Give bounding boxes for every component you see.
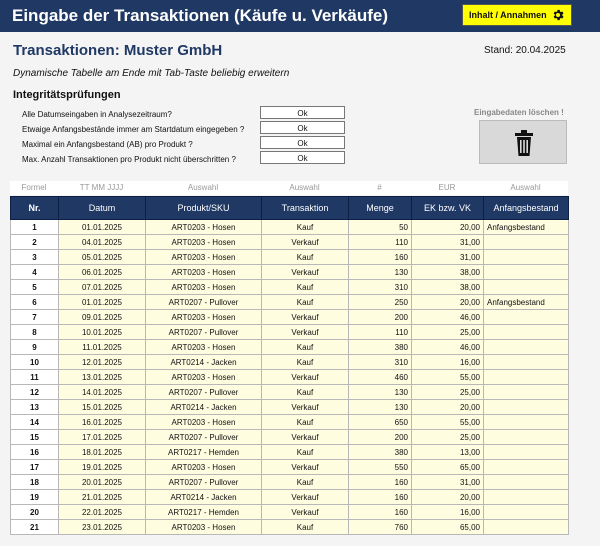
column-header-date: Datum <box>59 197 146 220</box>
table-row <box>11 265 569 280</box>
opening-stock-cell[interactable] <box>484 475 569 490</box>
row-number-cell: 8 <box>11 325 59 340</box>
transaction-cell[interactable]: Verkauf <box>262 460 349 475</box>
date-cell[interactable]: 07.01.2025 <box>59 280 146 295</box>
transaction-cell[interactable]: Verkauf <box>262 325 349 340</box>
row-number-cell: 20 <box>11 505 59 520</box>
stand-date: Stand: 20.04.2025 <box>484 45 566 56</box>
opening-stock-cell[interactable] <box>484 325 569 340</box>
product-cell[interactable]: ART0203 - Hosen <box>146 265 262 280</box>
transaction-cell[interactable]: Kauf <box>262 280 349 295</box>
row-number-cell: 15 <box>11 430 59 445</box>
quantity-cell[interactable]: 110 <box>349 235 412 250</box>
quantity-cell[interactable]: 160 <box>349 490 412 505</box>
price-cell[interactable]: 55,00 <box>412 415 484 430</box>
table-row <box>11 505 569 520</box>
row-number-cell: 16 <box>11 445 59 460</box>
table-header-row <box>11 197 569 220</box>
table-row <box>11 310 569 325</box>
opening-stock-cell[interactable] <box>484 280 569 295</box>
product-cell[interactable]: ART0217 - Hemden <box>146 505 262 520</box>
product-cell[interactable]: ART0207 - Pullover <box>146 430 262 445</box>
product-cell[interactable]: ART0203 - Hosen <box>146 220 262 235</box>
price-cell[interactable]: 16,00 <box>412 355 484 370</box>
product-cell[interactable]: ART0203 - Hosen <box>146 310 262 325</box>
quantity-cell[interactable]: 460 <box>349 370 412 385</box>
title-bar <box>0 0 600 32</box>
transaction-cell[interactable]: Verkauf <box>262 265 349 280</box>
quantity-cell[interactable]: 130 <box>349 385 412 400</box>
product-cell[interactable]: ART0203 - Hosen <box>146 235 262 250</box>
opening-stock-cell[interactable] <box>484 370 569 385</box>
transactions-table <box>10 196 569 535</box>
row-number-cell: 3 <box>11 250 59 265</box>
opening-stock-cell[interactable] <box>484 430 569 445</box>
product-cell[interactable]: ART0203 - Hosen <box>146 280 262 295</box>
column-header-quantity: Menge <box>349 197 412 220</box>
row-number-cell: 9 <box>11 340 59 355</box>
product-cell[interactable]: ART0207 - Pullover <box>146 385 262 400</box>
delete-data-label: Eingabedaten löschen ! <box>474 108 564 117</box>
table-row <box>11 460 569 475</box>
table-row <box>11 430 569 445</box>
product-cell[interactable]: ART0203 - Hosen <box>146 415 262 430</box>
transaction-cell[interactable]: Kauf <box>262 385 349 400</box>
check-label-one-ab: Maximal ein Anfangsbestand (AB) pro Produkt ? <box>22 140 193 149</box>
table-row <box>11 250 569 265</box>
integrity-title: Integritätsprüfungen <box>13 89 121 101</box>
date-cell[interactable]: 01.01.2025 <box>59 220 146 235</box>
opening-stock-cell[interactable] <box>484 235 569 250</box>
opening-stock-cell[interactable] <box>484 355 569 370</box>
price-cell[interactable]: 65,00 <box>412 520 484 535</box>
row-number-cell: 12 <box>11 385 59 400</box>
transaction-cell[interactable]: Verkauf <box>262 310 349 325</box>
table-row <box>11 325 569 340</box>
quantity-cell[interactable]: 160 <box>349 475 412 490</box>
quantity-cell[interactable]: 160 <box>349 250 412 265</box>
date-cell[interactable]: 13.01.2025 <box>59 370 146 385</box>
transaction-cell[interactable]: Kauf <box>262 295 349 310</box>
price-cell[interactable]: 65,00 <box>412 460 484 475</box>
transaction-cell[interactable]: Verkauf <box>262 505 349 520</box>
column-header-nr: Nr. <box>11 197 59 220</box>
table-row <box>11 400 569 415</box>
row-number-cell: 18 <box>11 475 59 490</box>
trash-icon <box>514 129 534 157</box>
row-number-cell: 19 <box>11 490 59 505</box>
transaction-cell[interactable]: Kauf <box>262 415 349 430</box>
transaction-cell[interactable]: Verkauf <box>262 235 349 250</box>
opening-stock-cell[interactable] <box>484 310 569 325</box>
date-cell[interactable]: 06.01.2025 <box>59 265 146 280</box>
price-cell[interactable]: 20,00 <box>412 220 484 235</box>
format-hint: TT MM JJJJ <box>79 183 124 192</box>
price-cell[interactable]: 25,00 <box>412 430 484 445</box>
format-hint: EUR <box>438 183 456 192</box>
row-number-cell: 5 <box>11 280 59 295</box>
subtitle-hint: Dynamische Tabelle am Ende mit Tab-Taste beliebig erweitern <box>13 68 290 79</box>
product-cell[interactable]: ART0203 - Hosen <box>146 460 262 475</box>
column-header-price: EK bzw. VK <box>412 197 484 220</box>
date-cell[interactable]: 15.01.2025 <box>59 400 146 415</box>
opening-stock-cell[interactable] <box>484 400 569 415</box>
transaction-cell[interactable]: Kauf <box>262 475 349 490</box>
price-cell[interactable]: 31,00 <box>412 250 484 265</box>
date-cell[interactable]: 10.01.2025 <box>59 325 146 340</box>
quantity-cell[interactable]: 380 <box>349 445 412 460</box>
opening-stock-cell[interactable] <box>484 445 569 460</box>
opening-stock-cell[interactable] <box>484 250 569 265</box>
transaction-cell[interactable]: Kauf <box>262 340 349 355</box>
quantity-cell[interactable]: 200 <box>349 430 412 445</box>
date-cell[interactable]: 19.01.2025 <box>59 460 146 475</box>
date-cell[interactable]: 11.01.2025 <box>59 340 146 355</box>
transaction-cell[interactable]: Kauf <box>262 445 349 460</box>
quantity-cell[interactable]: 110 <box>349 325 412 340</box>
table-row <box>11 295 569 310</box>
quantity-cell[interactable]: 250 <box>349 295 412 310</box>
row-number-cell: 17 <box>11 460 59 475</box>
company-title: Transaktionen: Muster GmbH <box>13 42 223 59</box>
product-cell[interactable]: ART0214 - Jacken <box>146 355 262 370</box>
transaction-cell[interactable]: Kauf <box>262 250 349 265</box>
row-number-cell: 11 <box>11 370 59 385</box>
opening-stock-cell[interactable] <box>484 520 569 535</box>
row-number-cell: 6 <box>11 295 59 310</box>
date-cell[interactable]: 04.01.2025 <box>59 235 146 250</box>
table-row <box>11 415 569 430</box>
opening-stock-cell[interactable]: Anfangsbestand <box>484 295 569 310</box>
date-cell[interactable]: 14.01.2025 <box>59 385 146 400</box>
check-label-max-transactions: Max. Anzahl Transaktionen pro Produkt nicht überschritten ? <box>22 155 236 164</box>
table-row <box>11 370 569 385</box>
column-header-transaction: Transaktion <box>262 197 349 220</box>
format-hint: # <box>377 183 382 192</box>
quantity-cell[interactable]: 310 <box>349 280 412 295</box>
opening-stock-cell[interactable] <box>484 460 569 475</box>
row-number-cell: 2 <box>11 235 59 250</box>
opening-stock-cell[interactable] <box>484 490 569 505</box>
row-number-cell: 7 <box>11 310 59 325</box>
price-cell[interactable]: 16,00 <box>412 505 484 520</box>
check-label-opening-date: Etwaige Anfangsbestände immer am Startdatum eingegeben ? <box>22 125 245 134</box>
table-row <box>11 385 569 400</box>
date-cell[interactable]: 18.01.2025 <box>59 445 146 460</box>
product-cell[interactable]: ART0214 - Jacken <box>146 490 262 505</box>
price-cell[interactable]: 31,00 <box>412 235 484 250</box>
quantity-cell[interactable]: 130 <box>349 400 412 415</box>
price-cell[interactable]: 46,00 <box>412 340 484 355</box>
product-cell[interactable]: ART0203 - Hosen <box>146 370 262 385</box>
price-cell[interactable]: 25,00 <box>412 385 484 400</box>
table-row <box>11 280 569 295</box>
price-cell[interactable]: 20,00 <box>412 400 484 415</box>
check-value-dates: Ok <box>260 106 345 119</box>
check-value-one-ab: Ok <box>260 136 345 149</box>
date-cell[interactable]: 22.01.2025 <box>59 505 146 520</box>
table-row <box>11 490 569 505</box>
input-format-row <box>10 181 568 195</box>
opening-stock-cell[interactable] <box>484 340 569 355</box>
table-row <box>11 355 569 370</box>
transaction-cell[interactable]: Kauf <box>262 220 349 235</box>
transaction-cell[interactable]: Verkauf <box>262 400 349 415</box>
row-number-cell: 21 <box>11 520 59 535</box>
product-cell[interactable]: ART0217 - Hemden <box>146 445 262 460</box>
transaction-cell[interactable]: Verkauf <box>262 490 349 505</box>
price-cell[interactable]: 55,00 <box>412 370 484 385</box>
quantity-cell[interactable]: 310 <box>349 355 412 370</box>
table-row <box>11 520 569 535</box>
product-cell[interactable]: ART0214 - Jacken <box>146 400 262 415</box>
product-cell[interactable]: ART0207 - Pullover <box>146 295 262 310</box>
quantity-cell[interactable]: 160 <box>349 505 412 520</box>
row-number-cell: 14 <box>11 415 59 430</box>
transaction-cell[interactable]: Kauf <box>262 520 349 535</box>
price-cell[interactable]: 20,00 <box>412 295 484 310</box>
quantity-cell[interactable]: 760 <box>349 520 412 535</box>
price-cell[interactable]: 46,00 <box>412 310 484 325</box>
row-number-cell: 1 <box>11 220 59 235</box>
table-row <box>11 475 569 490</box>
quantity-cell[interactable]: 50 <box>349 220 412 235</box>
contents-assumptions-button[interactable] <box>462 4 572 26</box>
date-cell[interactable]: 16.01.2025 <box>59 415 146 430</box>
price-cell[interactable]: 25,00 <box>412 325 484 340</box>
format-hint: Auswahl <box>289 183 320 192</box>
date-cell[interactable]: 09.01.2025 <box>59 310 146 325</box>
check-value-opening-date: Ok <box>260 121 345 134</box>
table-row <box>11 220 569 235</box>
column-header-product: Produkt/SKU <box>146 197 262 220</box>
quantity-cell[interactable]: 380 <box>349 340 412 355</box>
date-cell[interactable]: 12.01.2025 <box>59 355 146 370</box>
price-cell[interactable]: 31,00 <box>412 475 484 490</box>
date-cell[interactable]: 01.01.2025 <box>59 295 146 310</box>
format-hint: Auswahl <box>510 183 541 192</box>
date-cell[interactable]: 17.01.2025 <box>59 430 146 445</box>
opening-stock-cell[interactable] <box>484 265 569 280</box>
date-cell[interactable]: 05.01.2025 <box>59 250 146 265</box>
quantity-cell[interactable]: 650 <box>349 415 412 430</box>
table-row <box>11 445 569 460</box>
opening-stock-cell[interactable] <box>484 415 569 430</box>
price-cell[interactable]: 38,00 <box>412 280 484 295</box>
table-row <box>11 235 569 250</box>
product-cell[interactable]: ART0207 - Pullover <box>146 325 262 340</box>
column-header-opening-stock: Anfangsbestand <box>484 197 569 220</box>
opening-stock-cell[interactable]: Anfangsbestand <box>484 220 569 235</box>
format-hint: Formel <box>21 183 47 192</box>
date-cell[interactable]: 21.01.2025 <box>59 490 146 505</box>
row-number-cell: 10 <box>11 355 59 370</box>
gear-icon <box>551 8 565 22</box>
product-cell[interactable]: ART0203 - Hosen <box>146 520 262 535</box>
transaction-cell[interactable]: Kauf <box>262 355 349 370</box>
delete-data-button[interactable] <box>479 120 567 164</box>
quantity-cell[interactable]: 550 <box>349 460 412 475</box>
opening-stock-cell[interactable] <box>484 505 569 520</box>
transaction-cell[interactable]: Verkauf <box>262 430 349 445</box>
transaction-cell[interactable]: Verkauf <box>262 370 349 385</box>
date-cell[interactable]: 23.01.2025 <box>59 520 146 535</box>
price-cell[interactable]: 13,00 <box>412 445 484 460</box>
row-number-cell: 13 <box>11 400 59 415</box>
check-label-dates: Alle Datumseingaben in Analysezeitraum? <box>22 110 172 119</box>
check-value-max-transactions: Ok <box>260 151 345 164</box>
opening-stock-cell[interactable] <box>484 385 569 400</box>
product-cell[interactable]: ART0203 - Hosen <box>146 340 262 355</box>
row-number-cell: 4 <box>11 265 59 280</box>
product-cell[interactable]: ART0207 - Pullover <box>146 475 262 490</box>
contents-assumptions-label: Inhalt / Annahmen <box>469 10 547 20</box>
price-cell[interactable]: 20,00 <box>412 490 484 505</box>
quantity-cell[interactable]: 130 <box>349 265 412 280</box>
format-hint: Auswahl <box>187 183 219 192</box>
price-cell[interactable]: 38,00 <box>412 265 484 280</box>
quantity-cell[interactable]: 200 <box>349 310 412 325</box>
table-row <box>11 340 569 355</box>
page-header-title: Eingabe der Transaktionen (Käufe u. Verkäufe) <box>12 6 388 25</box>
product-cell[interactable]: ART0203 - Hosen <box>146 250 262 265</box>
date-cell[interactable]: 20.01.2025 <box>59 475 146 490</box>
